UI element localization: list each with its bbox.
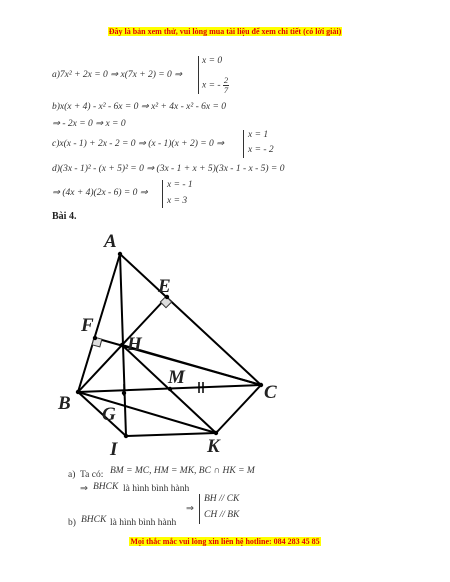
point-A: [118, 252, 122, 256]
part-b-case1: BH // CK: [204, 494, 240, 504]
solution-c: c)x(x - 1) + 2x - 2 = 0 ⇒ (x - 1)(x + 2) = 0 ⇒: [52, 139, 225, 149]
label-A: A: [104, 231, 117, 252]
preview-banner: Đây là bản xem thử, vui lòng mua tài liệu để xem chi tiết (có lời giải): [108, 27, 342, 36]
part-a-implies: ⇒: [80, 484, 88, 494]
part-b-implies: ⇒: [186, 504, 194, 514]
label-E: E: [158, 276, 171, 297]
solution-d-line1: d)(3x - 1)² - (x + 5)² = 0 ⇒ (3x - 1 + x + 5)(3x - 1 - x - 5) = 0: [52, 164, 285, 174]
hotline-banner: Mọi thắc mắc vui lòng xin liên hệ hotline: 084 283 45 85: [130, 537, 320, 546]
point-G: [122, 391, 126, 395]
solution-d-line2: ⇒ (4x + 4)(2x - 6) = 0 ⇒: [52, 188, 148, 198]
point-K: [214, 431, 218, 435]
solution-a: a)7x² + 2x = 0 ⇒ x(7x + 2) = 0 ⇒: [52, 70, 183, 80]
point-H: [120, 343, 124, 347]
point-I: [124, 434, 128, 438]
segment-IK: [126, 433, 216, 436]
segment-CK: [216, 385, 261, 433]
solution-b-line1: b)x(x + 4) - x² - 6x = 0 ⇒ x² + 4x - x² - 6x = 0: [52, 102, 227, 112]
solution-c-case2: x = - 2: [248, 145, 274, 155]
brace-b: [199, 494, 200, 524]
label-B: B: [58, 393, 71, 414]
solution-a-case1: x = 0: [202, 56, 223, 66]
part-a-math: BM = MC, HM = MK, BC ∩ HK = M: [110, 466, 255, 476]
part-b-case2: CH // BK: [204, 510, 240, 520]
label-F: F: [81, 315, 94, 336]
point-B: [76, 390, 80, 394]
label-G: G: [102, 404, 116, 425]
solution-d-case2: x = 3: [167, 196, 188, 206]
part-b-shape: BHCK: [81, 515, 107, 525]
solution-b-line2: ⇒ - 2x = 0 ⇒ x = 0: [52, 119, 126, 129]
part-a-conclusion: là hình bình hành: [123, 484, 190, 494]
solution-d-case1: x = - 1: [167, 180, 193, 190]
part-b-text: là hình bình hành: [110, 518, 177, 528]
point-C: [259, 383, 263, 387]
point-F: [93, 336, 97, 340]
label-C: C: [264, 382, 277, 403]
exercise-heading: Bài 4.: [52, 211, 77, 222]
label-H: H: [127, 334, 142, 355]
part-b-label: b): [68, 518, 76, 528]
label-M: M: [168, 367, 185, 388]
part-a-label: a): [68, 470, 76, 480]
label-K: K: [207, 436, 220, 457]
part-a-shape: BHCK: [93, 482, 119, 492]
part-a-lead: Ta có:: [80, 470, 104, 480]
solution-a-case2: x = - $\frac{2}{7}$: [202, 75, 229, 95]
solution-c-case1: x = 1: [248, 130, 269, 140]
label-I: I: [110, 439, 118, 460]
